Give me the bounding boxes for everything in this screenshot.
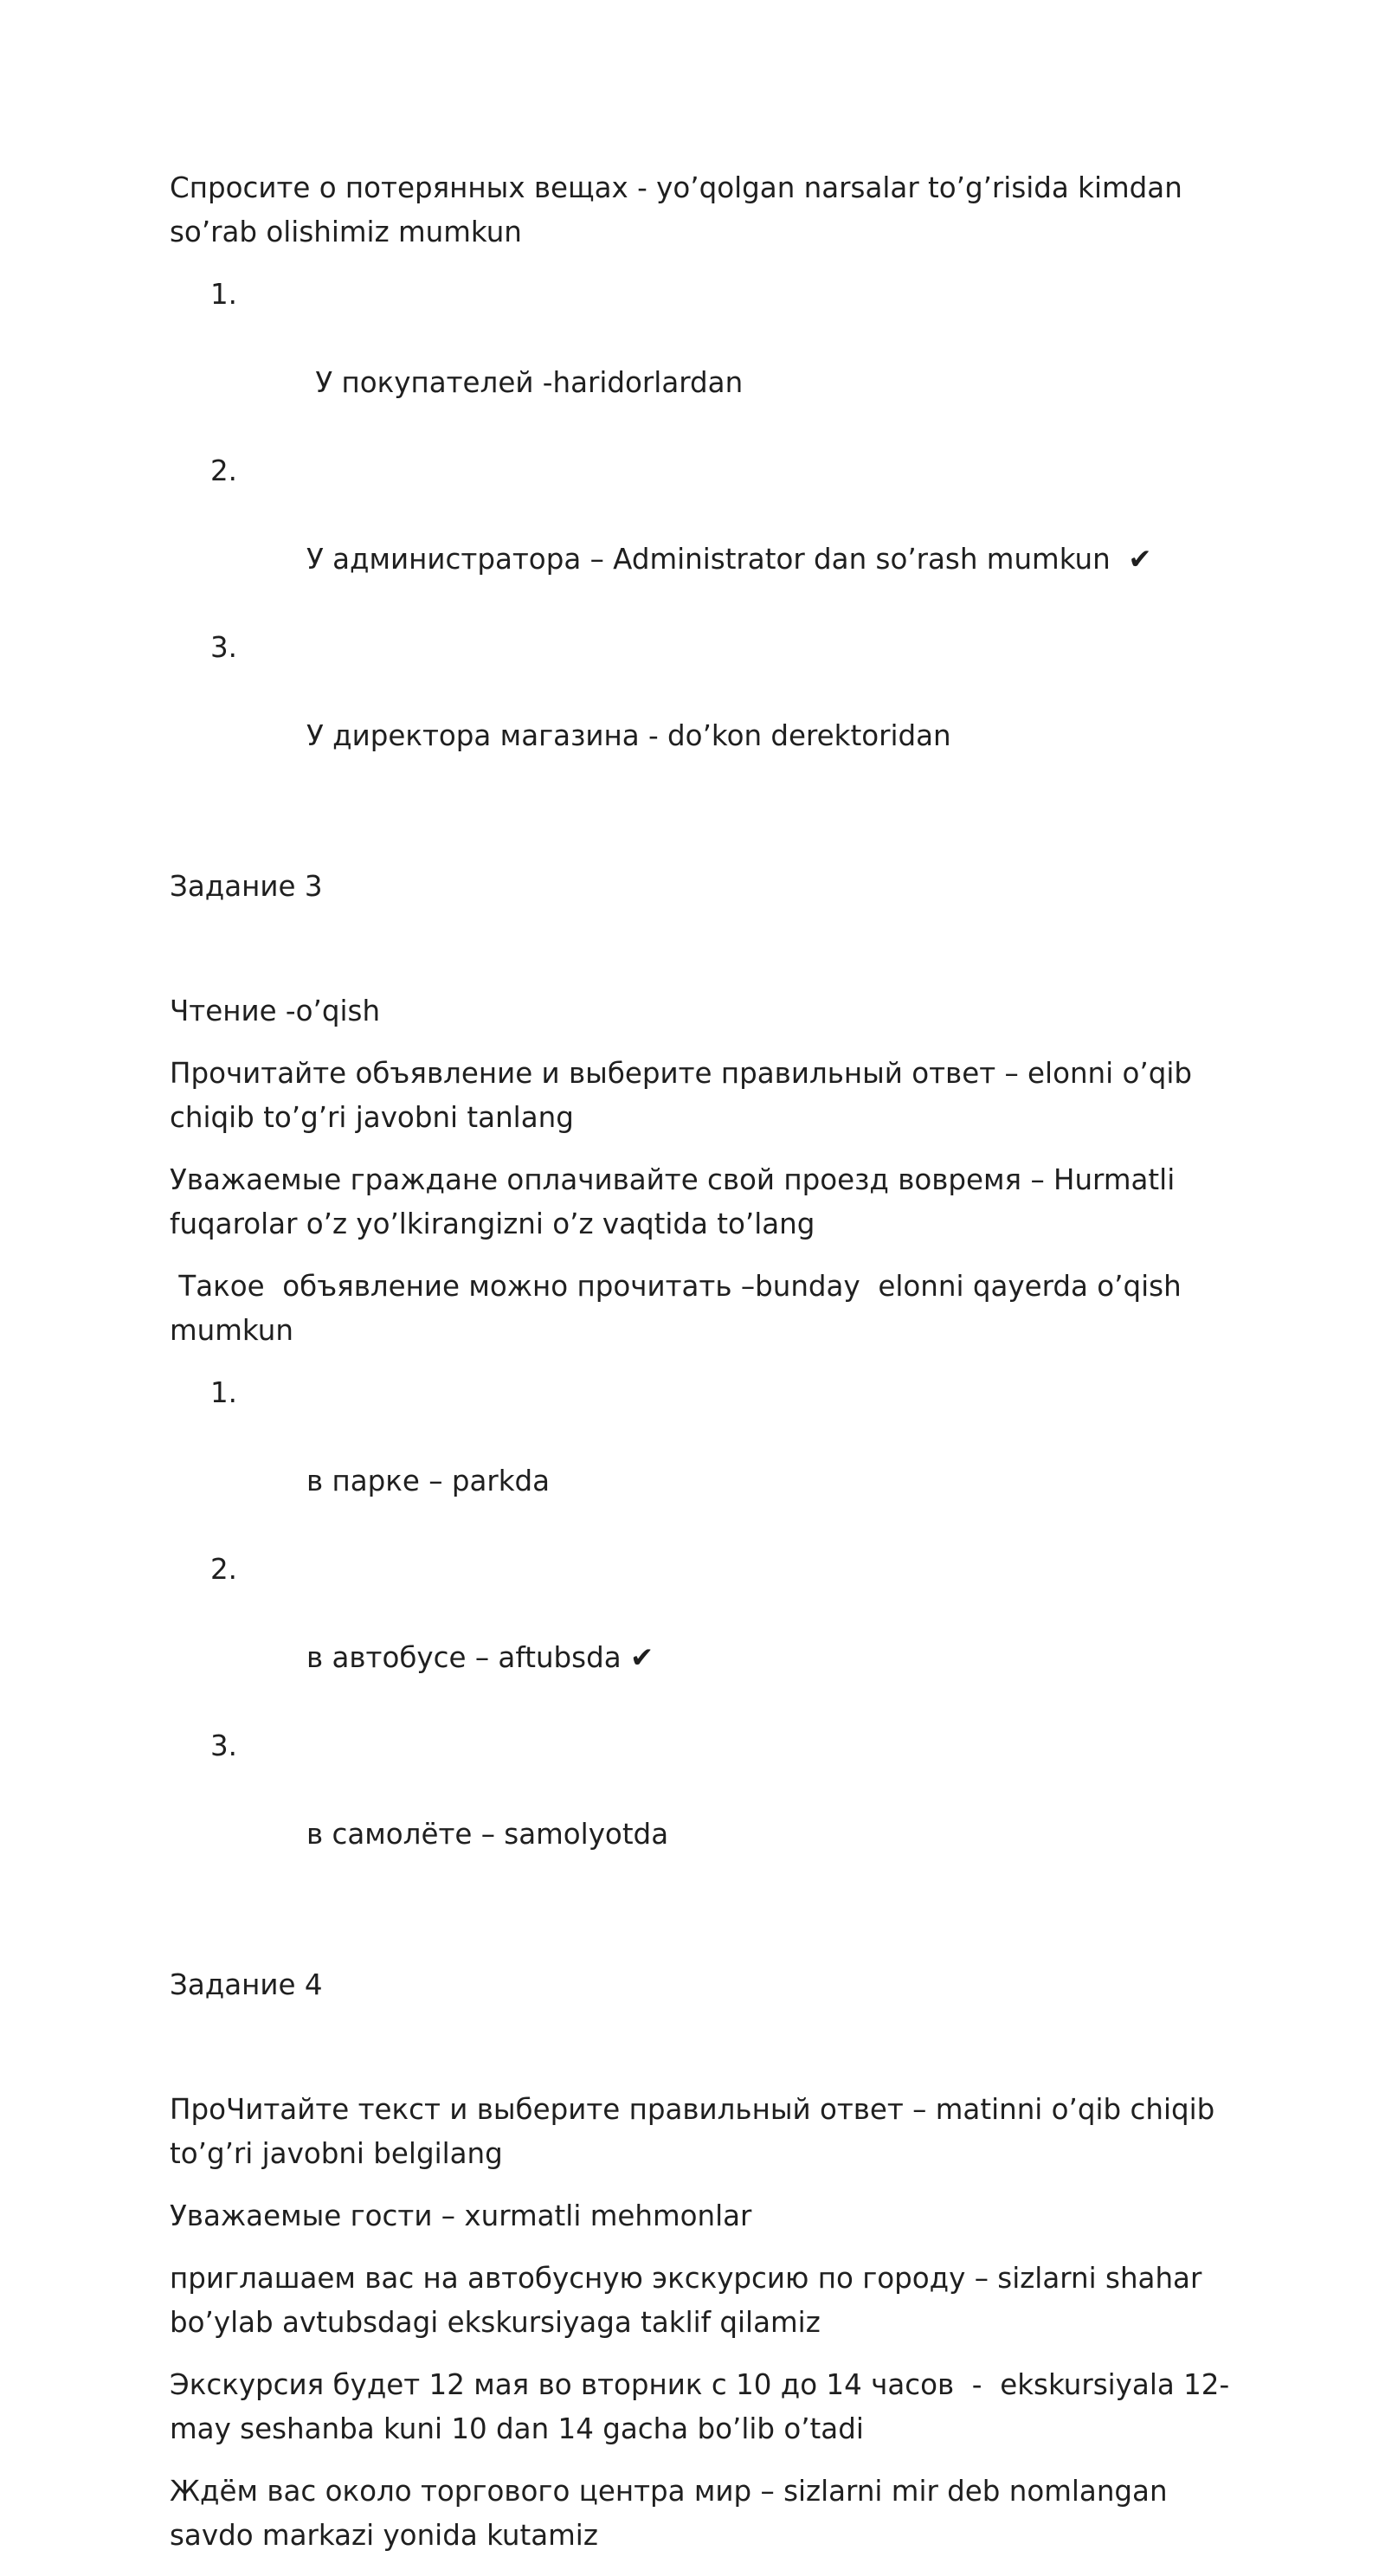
task4-heading: Задание 4 — [170, 1968, 323, 2001]
document-page — [170, 166, 1252, 2576]
list-item-number: 1. — [210, 1376, 238, 1409]
meeting-point-text: Ждём вас около торгового центра мир – sizlarni mir deb nomlangan savdo markazi yonida kutamiz — [170, 2475, 1176, 2552]
list-item-text: в автобусе – aftubsda ✔ — [306, 1641, 654, 1674]
list-item — [170, 1724, 1252, 1901]
task3-instruction: Прочитайте объявление и выберите правильный ответ – elonni o’qib chiqib to’g’ri javobni tanlang — [170, 1057, 1201, 1134]
spacer — [170, 927, 1252, 989]
list-item-text: У директора магазина - do’kon derektoridan — [306, 719, 951, 752]
list-item-number: 3. — [210, 631, 238, 664]
list-item — [170, 1548, 1252, 1724]
greeting-text: Уважаемые гости – xurmatli mehmonlar — [170, 2199, 752, 2232]
spacer — [170, 1919, 1252, 1963]
invitation-text: приглашаем вас на автобусную экскурсию по городу – sizlarni shahar bo’ylab avtubsdagi ekskursiyaga taklif qilamiz — [170, 2262, 1211, 2339]
task4-instruction: ПроЧитайте текст и выберите правильный ответ – matinni o’qib chiqib to’g’ri javobni belgilang — [170, 2093, 1224, 2170]
answer-list-lost-items — [170, 273, 1252, 802]
list-item — [170, 1371, 1252, 1548]
spacer — [170, 821, 1252, 865]
reading-label: Чтение -o’qish — [170, 995, 381, 1027]
spacer — [170, 2025, 1252, 2088]
answer-list-location — [170, 1371, 1252, 1901]
list-item-number: 2. — [210, 454, 238, 487]
list-item — [170, 626, 1252, 802]
where-question: Такое объявление можно прочитать –bunday elonni qayerda o’qish mumkun — [170, 1270, 1191, 1347]
list-item-text: в самолёте – samolyotda — [306, 1818, 669, 1851]
announcement-text: Уважаемые граждане оплачивайте свой проезд вовремя – Hurmatli fuqarolar o’z yo’lkirangizni o’z vaqtida to’lang — [170, 1163, 1184, 1240]
list-item — [170, 449, 1252, 626]
list-item-number: 1. — [210, 278, 238, 311]
list-item-text: в парке – parkda — [306, 1465, 551, 1497]
list-item-text: У покупателей -haridorlardan — [306, 366, 744, 399]
list-item — [170, 273, 1252, 449]
list-item-number: 2. — [210, 1553, 238, 1586]
schedule-text: Экскурсия будет 12 мая во вторник с 10 до 14 часов - ekskursiyala 12-may seshanba kuni 10 dan 14 gacha bo’lib o’tadi — [170, 2368, 1230, 2445]
list-item-text: У администратора – Administrator dan so’rash mumkun ✔ — [306, 543, 1152, 576]
task3-heading: Задание 3 — [170, 870, 323, 903]
list-item-number: 3. — [210, 1729, 238, 1762]
intro-question: Спросите о потерянных вещах - yo’qolgan narsalar to’g’risida kimdan so’rab olishimiz mumkun — [170, 171, 1192, 248]
